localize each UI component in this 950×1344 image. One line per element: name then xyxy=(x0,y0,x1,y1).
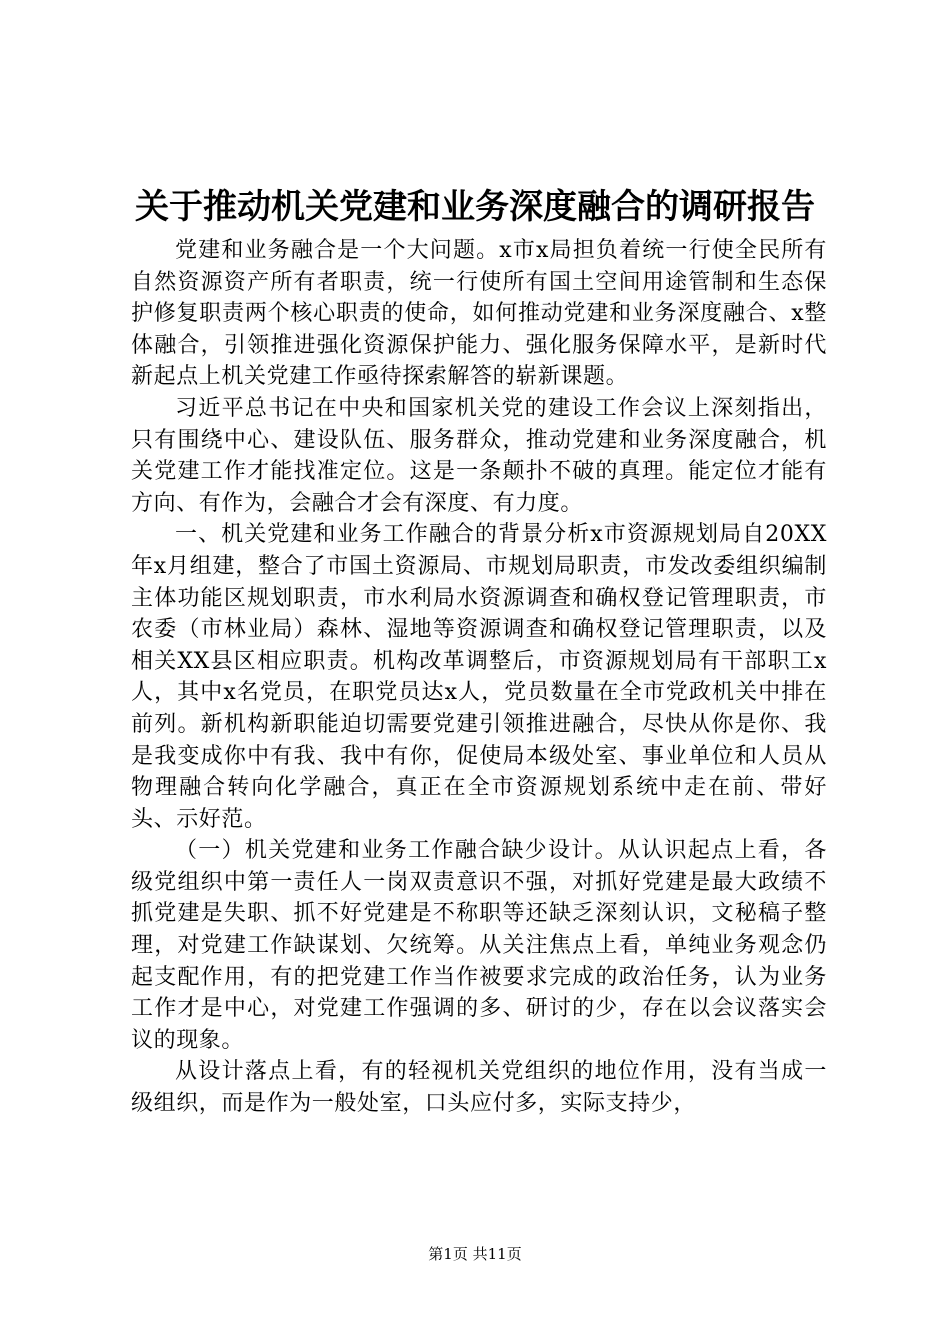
paragraph: 习近平总书记在中央和国家机关党的建设工作会议上深刻指出，只有围绕中心、建设队伍、服务群众，推动党建和业务深度融合，机关党建工作才能找准定位。这是一条颠扑不破的真理。能定位才能有方向、有作为，会融合才会有深度、有力度。 xyxy=(131,395,827,516)
document-body xyxy=(131,235,827,1120)
paragraph: 从设计落点上看，有的轻视机关党组织的地位作用，没有当成一级组织，而是作为一般处室，口头应付多，实际支持少， xyxy=(131,1059,827,1117)
paragraph: 党建和业务融合是一个大问题。x市x局担负着统一行使全民所有自然资源资产所有者职责，统一行使所有国土空间用途管制和生态保护修复职责两个核心职责的使命，如何推动党建和业务深度融合、x整体融合，引领推进强化资源保护能力、强化服务保障水平，是新时代新起点上机关党建工作亟待探索解答的崭新课题。 xyxy=(131,238,827,390)
document-title: 关于推动机关党建和业务深度融合的调研报告 xyxy=(135,187,815,227)
page-footer: 第1页 共11页 xyxy=(428,1245,522,1263)
paragraph: （一）机关党建和业务工作融合缺少设计。从认识起点上看，各级党组织中第一责任人一岗双责意识不强，对抓好党建是最大政绩不抓党建是失职、抓不好党建是不称职等还缺乏深刻认识，文秘稿子整理，对党建工作缺谋划、欠统筹。从关注焦点上看，单纯业务观念仍起支配作用，有的把党建工作当作被要求完成的政治任务，认为业务工作才是中心，对党建工作强调的多、研讨的少，存在以会议落实会议的现象。 xyxy=(131,838,827,1053)
paragraph: 一、机关党建和业务工作融合的背景分析x市资源规划局自20XX年x月组建，整合了市国土资源局、市规划局职责，市发改委组织编制主体功能区规划职责，市水利局水资源调查和确权登记管理职责，市农委（市林业局）森林、湿地等资源调查和确权登记管理职责，以及相关XX县区相应职责。机构改革调整后，市资源规划局有干部职工x人，其中x名党员，在职党员达x人，党员数量在全市党政机关中排在前列。新机构新职能迫切需要党建引领推进融合，尽快从你是你、我是我变成你中有我、我中有你，促使局本级处室、事业单位和人员从物理融合转向化学融合，真正在全市资源规划系统中走在前、带好头、示好范。 xyxy=(131,522,827,832)
